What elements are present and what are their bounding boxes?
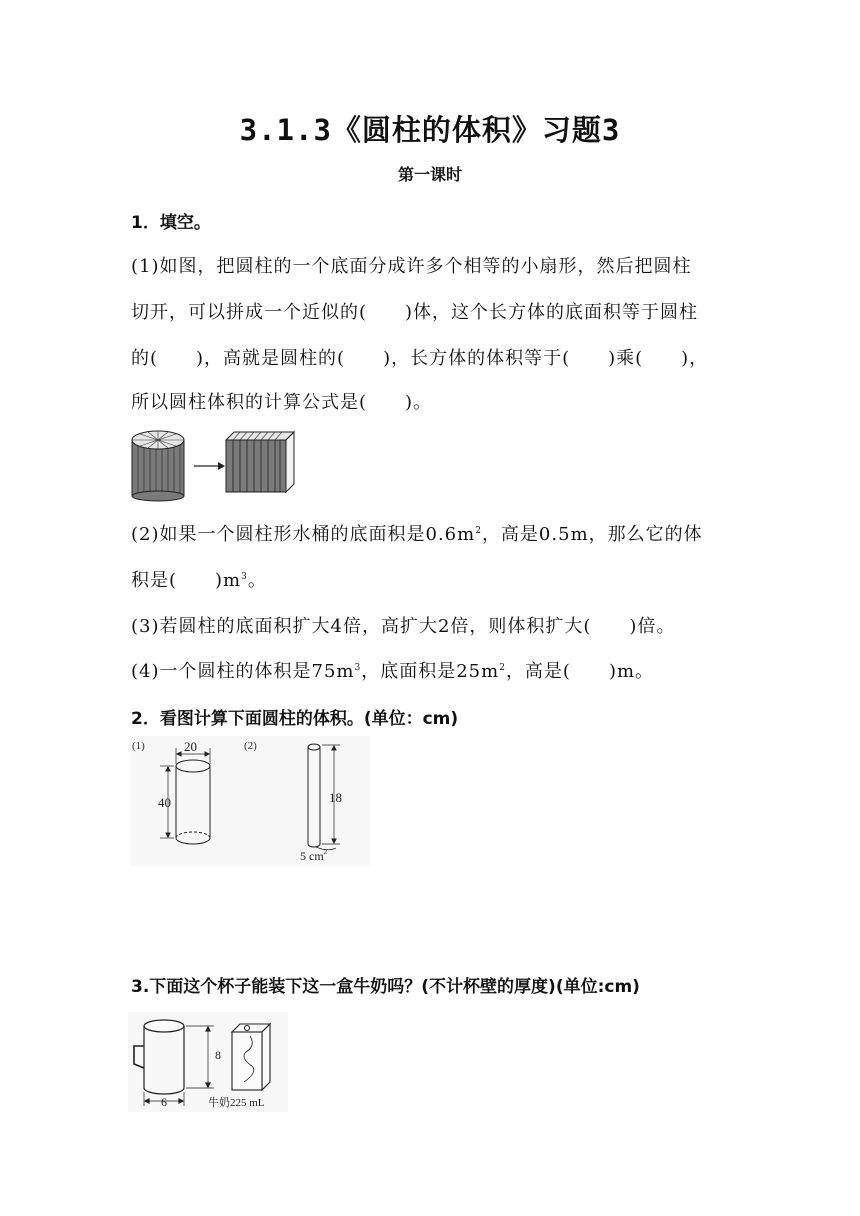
- q2-fig-label-2: (2): [244, 740, 257, 752]
- q2-fig-label-1: (1): [132, 740, 145, 752]
- page-title: 3.1.3《圆柱的体积》习题3: [239, 113, 621, 147]
- q2-base-area-label: 5 $cm^2$: [300, 848, 328, 863]
- q1-p3: (3)若圆柱的底面积扩大4倍，高扩大2倍，则体积扩大( )倍。: [131, 616, 676, 637]
- q1-p4: (4)一个圆柱的体积是$75m^3$，底面积是$25m^2$，高是( )m。: [131, 661, 655, 682]
- q3-diameter-label: 6: [161, 1095, 167, 1109]
- q1-p1-line-4: 所以圆柱体积的计算公式是( )。: [131, 392, 433, 413]
- q2-height-label-2: 18: [329, 790, 342, 805]
- page-subtitle: 第一课时: [397, 165, 462, 184]
- q2-diameter-label: 20: [184, 739, 197, 754]
- question-2-heading: 2．看图计算下面圆柱的体积。(单位：cm): [131, 709, 459, 729]
- q1-p1-line-2: 切开，可以拼成一个近似的( )体，这个长方体的底面积等于圆柱: [131, 302, 699, 323]
- q2-cylinders-figure: [130, 736, 370, 866]
- q3-milk-box: [232, 1024, 270, 1090]
- q1-p2-line-1: (2)如果一个圆柱形水桶的底面积是$0.6m^2$，高是0.5m，那么它的体: [131, 524, 703, 545]
- arrow-icon: [194, 462, 225, 470]
- sectored-cylinder: [132, 431, 184, 501]
- q1-p1-line-1: (1)如图，把圆柱的一个底面分成许多个相等的小扇形，然后把圆柱: [131, 256, 692, 277]
- cylinder-to-cuboid-figure: [128, 426, 308, 502]
- q1-p1-line-3: 的( )，高就是圆柱的( )，长方体的体积等于( )乘( )，: [131, 348, 709, 369]
- approximate-cuboid: [226, 432, 294, 492]
- q3-height-label: 8: [215, 1048, 221, 1062]
- q3-milk-label: 牛奶225 mL: [208, 1097, 265, 1109]
- q2-height-label-1: 40: [158, 795, 171, 810]
- question-3-heading: 3.下面这个杯子能装下这一盒牛奶吗？(不计杯壁的厚度)(单位:cm): [131, 977, 640, 997]
- question-1-heading: 1．填空。: [131, 213, 211, 233]
- q3-cup-and-milk-figure: [128, 1012, 288, 1112]
- q1-p2-line-2: 积是( )$m^3$。: [131, 570, 267, 591]
